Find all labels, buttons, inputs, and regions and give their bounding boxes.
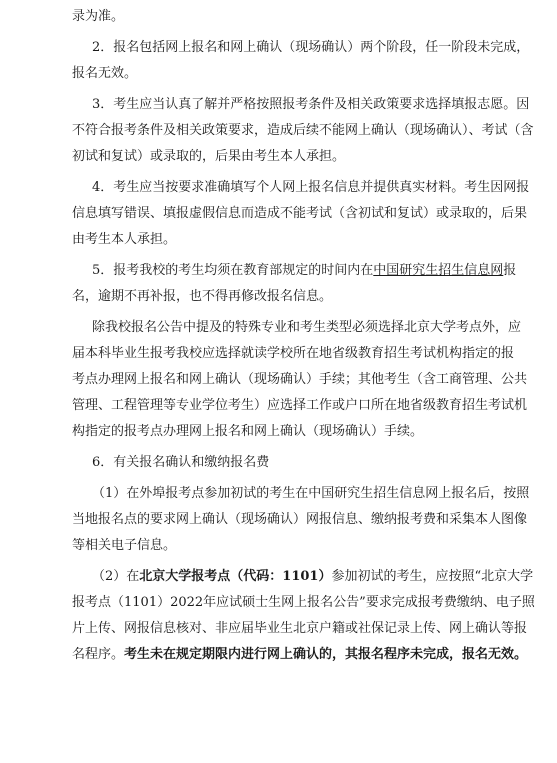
text-line: 片上传、网报信息核对、非应届毕业生北京户籍或社保记录上传、网上确认等报 bbox=[72, 621, 528, 636]
text-line: 报考点（1101）2022年应试硕士生网上报名公告”要求完成报考费缴纳、电子照 bbox=[72, 595, 535, 610]
text-line: 除我校报名公告中提及的特殊专业和考生类型必须选择北京大学考点外，应 bbox=[92, 320, 522, 335]
text-line: 名程序。考生未在规定期限内进行网上确认的，其报名程序未完成，报名无效。 bbox=[72, 647, 528, 662]
text-line: 名，逾期不再补报，也不得再修改报名信息。 bbox=[72, 289, 333, 304]
text-line: 报名无效。 bbox=[72, 66, 138, 81]
text-line: 等相关电子信息。 bbox=[72, 538, 177, 553]
text-line: 初试和复试）或录取的，后果由考生本人承担。 bbox=[72, 149, 346, 164]
text-line: 考点办理网上报名和网上确认（现场确认）手续；其他考生（含工商管理、公共 bbox=[72, 372, 528, 387]
text-line: （2）在北京大学报考点（代码：1101）参加初试的考生，应按照“北京大学 bbox=[92, 569, 534, 584]
text-line: 3．考生应当认真了解并严格按照报考条件及相关政策要求选择填报志愿。因 bbox=[92, 97, 530, 112]
text-line: 构指定的报考点办理网上报名和网上确认（现场确认）手续。 bbox=[72, 424, 424, 439]
text-line: 不符合报考条件及相关政策要求，造成后续不能网上确认（现场确认）、考试（含 bbox=[72, 123, 534, 138]
text-line: 届本科毕业生报考我校应选择就读学校所在地省级教育招生考试机构指定的报 bbox=[72, 346, 515, 361]
text-line: 2．报名包括网上报名和网上确认（现场确认）两个阶段，任一阶段未完成， bbox=[92, 40, 530, 55]
text-line: 信息填写错误、填报虚假信息而造成不能考试（含初试和复试）或录取的，后果 bbox=[72, 206, 528, 221]
text-line: 4．考生应当按要求准确填写个人网上报名信息并提供真实材料。考生因网报 bbox=[92, 180, 530, 195]
text-line: 录为准。 bbox=[72, 9, 125, 24]
bold-text: 北京大学报考点（代码：1101） bbox=[139, 569, 332, 584]
text-line: 5．报考我校的考生均须在教育部规定的时间内在中国研究生招生信息网报 bbox=[92, 263, 517, 278]
text-line: 6．有关报名确认和缴纳报名费 bbox=[92, 455, 270, 470]
bold-text: 考生未在规定期限内进行网上确认的，其报名程序未完成，报名无效。 bbox=[124, 647, 528, 662]
text-line: 由考生本人承担。 bbox=[72, 232, 177, 247]
text-line: 当地报名点的要求网上确认（现场确认）网报信息、缴纳报考费和采集本人图像 bbox=[72, 512, 528, 527]
link-text[interactable]: 中国研究生招生信息网 bbox=[373, 263, 504, 278]
text-line: 管理、工程管理等专业学位考生）应选择工作或户口所在地省级教育招生考试机 bbox=[72, 398, 528, 413]
text-line: （1）在外埠报考点参加初试的考生在中国研究生招生信息网上报名后，按照 bbox=[92, 486, 530, 501]
